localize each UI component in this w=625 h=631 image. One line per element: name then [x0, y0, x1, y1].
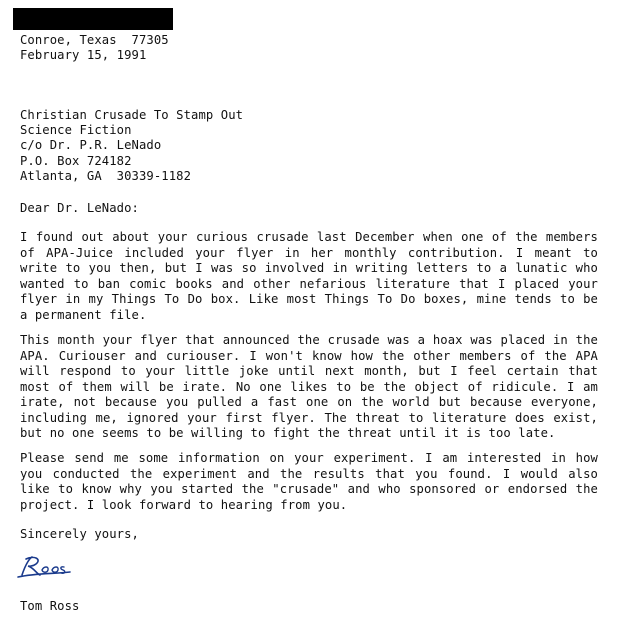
recipient-line-1: Christian Crusade To Stamp Out: [20, 108, 244, 122]
recipient-line-4: P.O. Box 724182: [20, 154, 132, 168]
recipient-line-2: Science Fiction: [20, 123, 132, 137]
redacted-address-bar: [13, 8, 173, 30]
body-paragraph-2: This month your flyer that announced the crusade was a hoax was placed in the APA. Curiouser and curiouser. I won't know how the other members of the APA will respond to your little joke until next month, but I feel certain that most of them will be irate. No one likes to be the object of ridicule. I am irate, not because you pulled a fast one on the world but because everyone, including me, ignored your first flyer. The threat to literature does exist, but no one seems to be willing to fight the threat until it is too late.: [20, 333, 598, 440]
body-paragraph-1: I found out about your curious crusade last December when one of the members of APA-Juice included your flyer in her monthly contribution. I meant to write to you then, but I was so involved in writing letters to a lunatic who wanted to ban comic books and other nefarious literature that I placed your flyer in my Things To Do box. Like most Things To Do boxes, mine tends to be a permanent file.: [20, 230, 598, 322]
sender-city-line: Conroe, Texas 77305: [20, 33, 169, 47]
body-paragraph-3: Please send me some information on your experiment. I am interested in how you conducted the experiment and the results that you found. I would also like to know why you started the "crusade" and who sponsored or endorsed the project. I look forward to hearing from you.: [20, 451, 598, 512]
recipient-line-3: c/o Dr. P.R. LeNado: [20, 138, 162, 152]
salutation: Dear Dr. LeNado:: [20, 201, 139, 215]
closing: Sincerely yours,: [20, 527, 139, 541]
handwritten-signature: [16, 553, 74, 581]
letter-date: February 15, 1991: [20, 48, 147, 62]
recipient-line-5: Atlanta, GA 30339-1182: [20, 169, 192, 183]
signer-name: Tom Ross: [20, 599, 80, 613]
